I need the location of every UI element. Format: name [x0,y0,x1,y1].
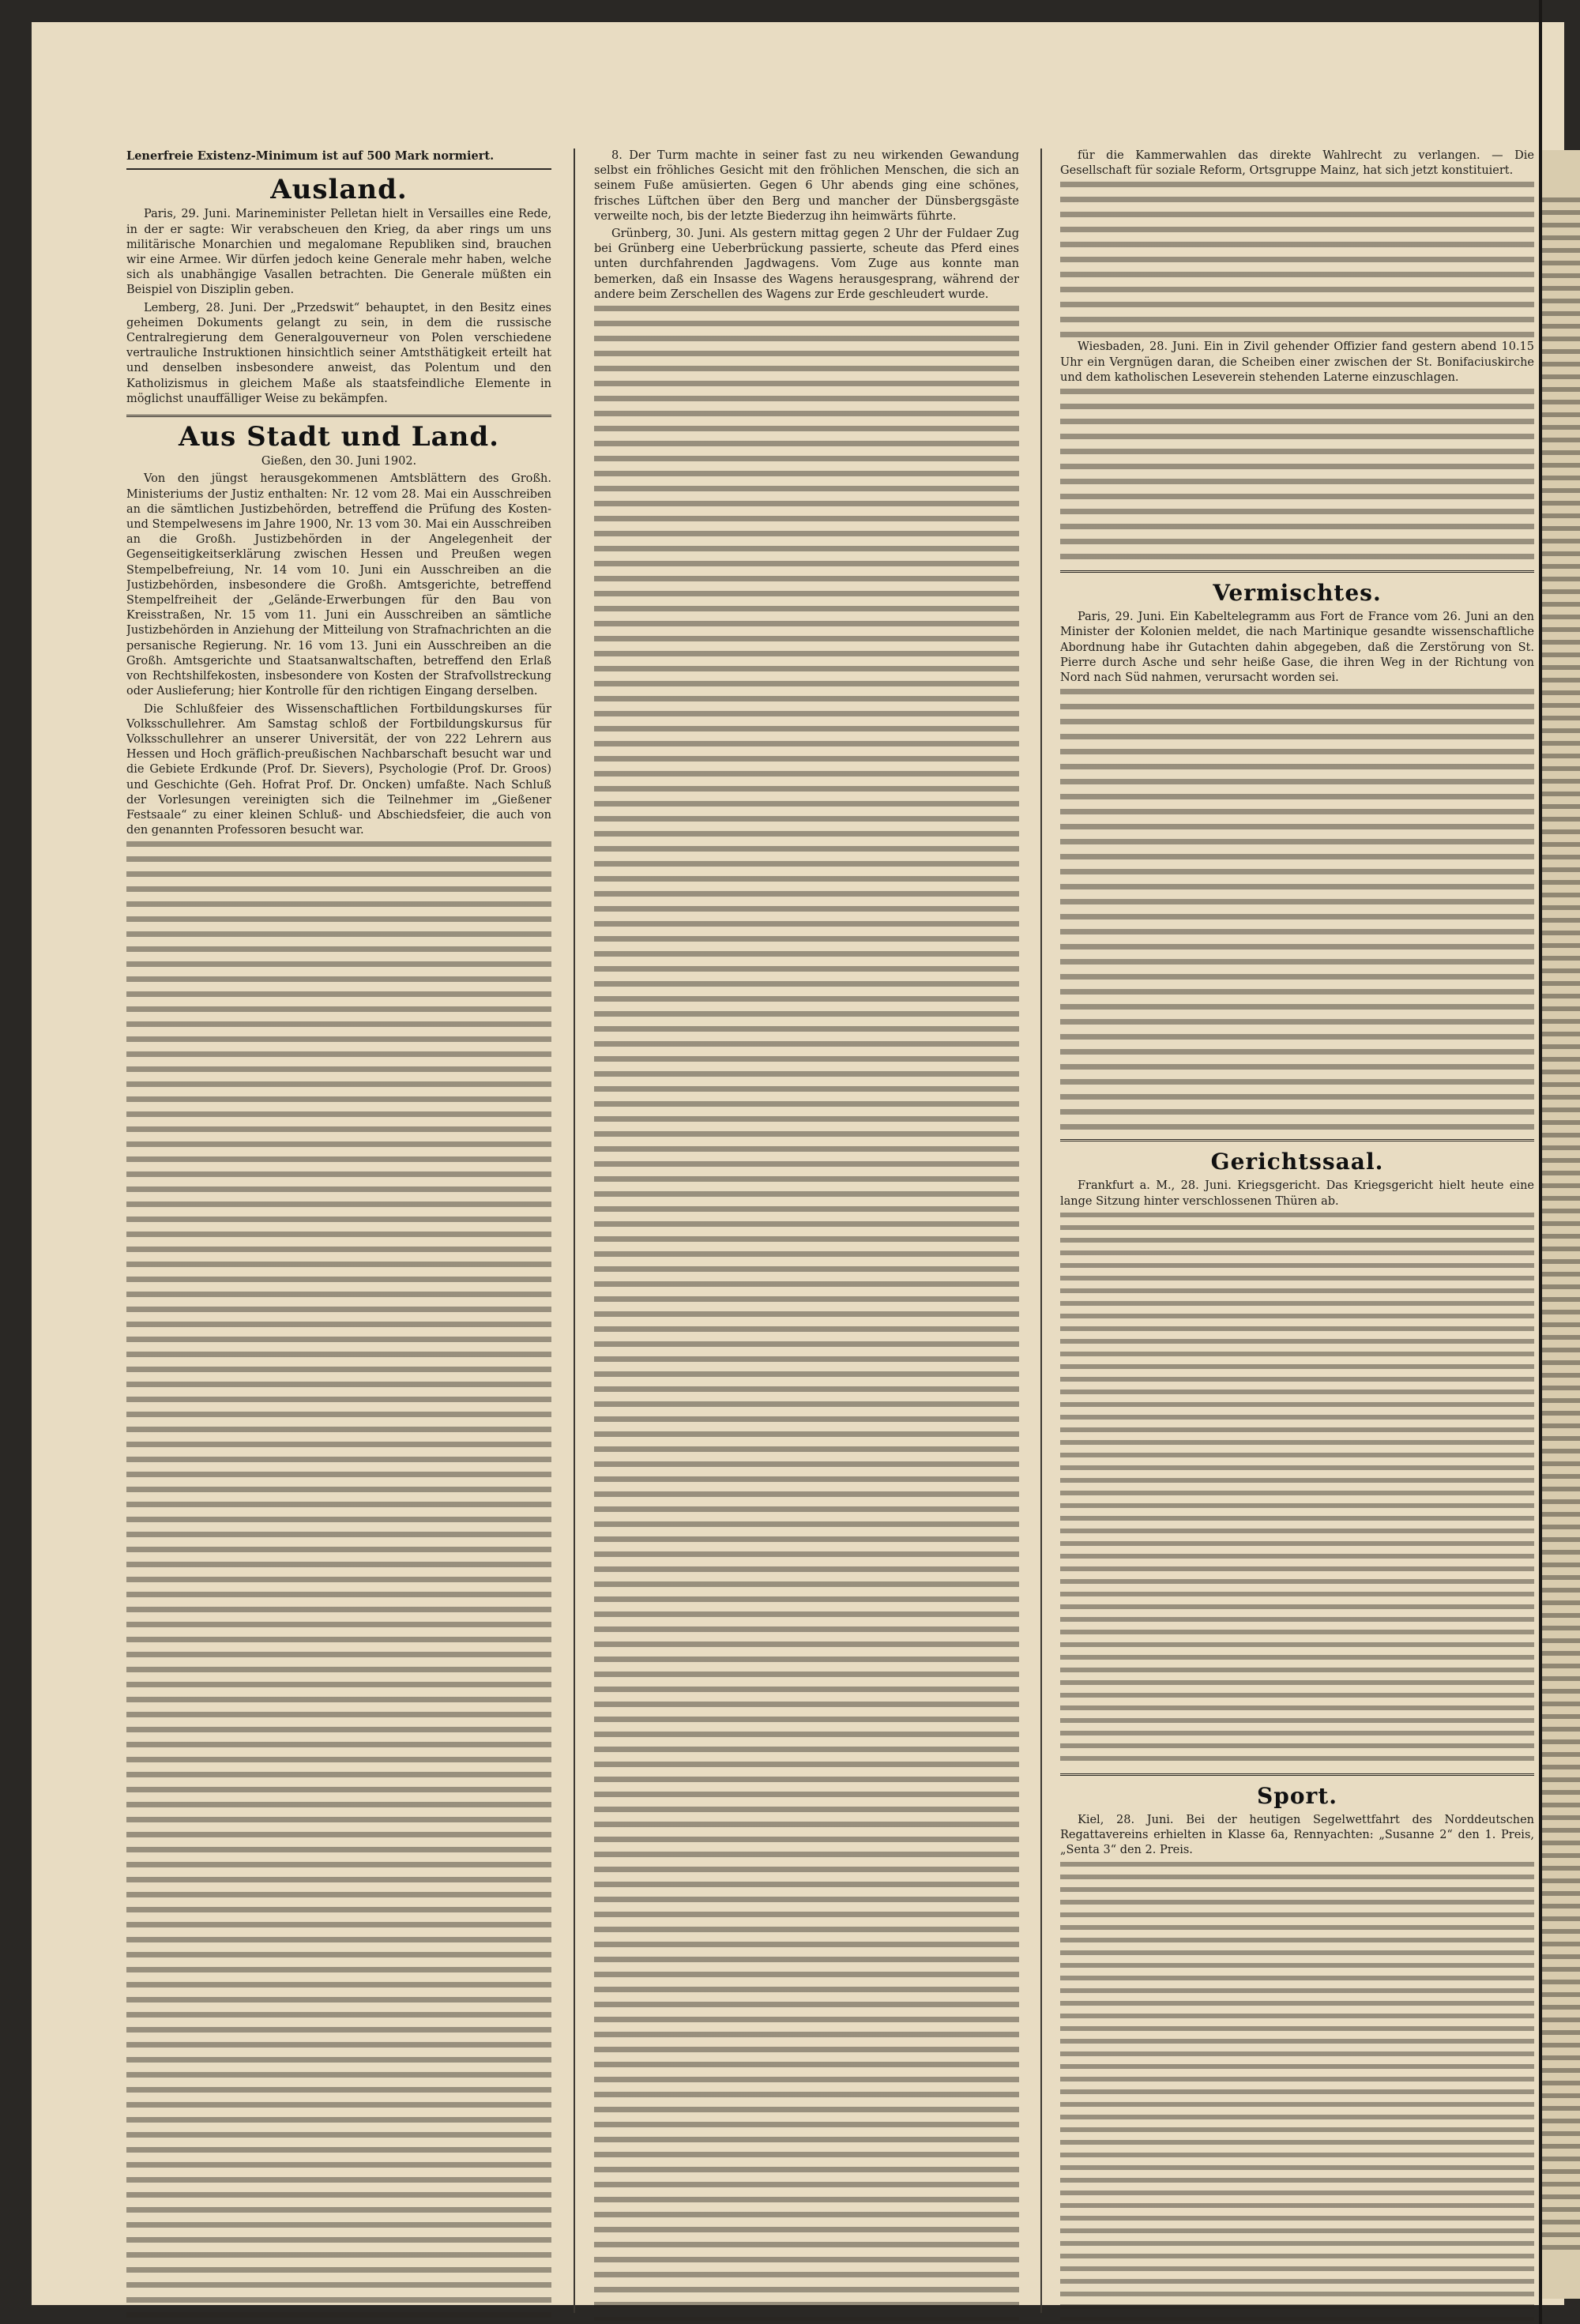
illegible-text-block [1060,182,1534,340]
column-1 [126,149,551,2321]
illegible-text-block [1060,389,1534,562]
heading-stadt-und-land: Aus Stadt und Land. [179,421,499,453]
column-3 [1060,149,1534,2321]
article-paragraph: Paris, 29. Juni. Marineminister Pelletan hielt in Versailles eine Rede, in der er sagte: Wir verabscheuen den Krieg, da aber rings um uns militärische Monarchien und megalomane Republiken sind, brauchen wir eine Armee. Wir dürfen jedoch keine Generale mehr haben, welche sich als unabhängige Vasallen betrachten. Die Generale müßten ein Beispiel von Disziplin geben. [126,208,551,297]
heading-sport: Sport. [1257,1782,1337,1809]
divider [1060,1139,1534,1141]
heading-vermischtes: Vermischtes. [1213,580,1382,607]
article-paragraph: Frankfurt a. M., 28. Juni. Kriegsgericht. Das Kriegsgericht hielt heute eine lange Sitzung hinter verschlossenen Thüren ab. [1060,1179,1534,1208]
divider [1060,1773,1534,1776]
article-paragraph: Kiel, 28. Juni. Bei der heutigen Segelwettfahrt des Norddeutschen Regattavereins erhielten in Klasse 6a, Rennyachten: „Susanne 2“ den 1. Preis, „Senta 3“ den 2. Preis. [1060,1814,1534,1857]
article-paragraph: Lemberg, 28. Juni. Der „Przedswit“ behauptet, in den Besitz eines geheimen Dokuments gelangt zu sein, in dem die russische Centralregierung dem Generalgouverneur von Polen verschiedene vertrauliche Instruktionen hinsichtlich seiner Amtsthätigkeit erteilt hat und denselben insbesondere anweist, das Polentum und den Katholizismus in gleichem Maße als staatsfeindliche Elemente in möglichst unauffälliger Weise zu bekämpfen. [126,301,551,405]
article-paragraph: Wiesbaden, 28. Juni. Ein in Zivil gehender Offizier fand gestern abend 10.15 Uhr ein Vergnügen daran, die Scheiben einer zwischen der St. Bonifaciuskirche und dem katholischen Leseverein stehenden Laterne einzuschlagen. [1060,340,1534,384]
heading-ausland: Ausland. [270,174,408,206]
article-paragraph: Paris, 29. Juni. Ein Kabeltelegramm aus Fort de France vom 26. Juni an den Minister der Kolonien meldet, die nach Martinique gesandte wissenschaftliche Abordnung habe ihr Gutachten dahin abgegeben, daß die Zerstörung von St. Pierre durch Asche und sehr heiße Gase, die ihren Weg in der Richtung von Nord nach Süd nahmen, verursacht worden sei. [1060,611,1534,685]
article-paragraph: Die Schlußfeier des Wissenschaftlichen Fortbildungskurses für Volksschullehrer. Am Samstag schloß der Fortbildungskursus für Volksschullehrer an unserer Universität, der von 222 Lehrern aus Hessen und Hoch gräflich-preußischen Nachbarschaft besucht war und die Gebiete Erdkunde (Prof. Dr. Sievers), Psychologie (Prof. Dr. Groos) und Geschichte (Geh. Hofrat Prof. Dr. Oncken) umfaßte. Nach Schluß der Vorlesungen vereinigten sich die Teilnehmer im „Gießener Festsaale“ zu einer kleinen Schluß- und Abschiedsfeier, die auch von den genannten Professoren besucht war. [126,702,551,837]
heading-gerichtssaal: Gerichtssaal. [1210,1149,1384,1175]
illegible-text-block [1060,689,1534,1131]
divider [126,168,551,170]
illegible-text-block [1060,1862,1534,2321]
divider [1060,570,1534,573]
adjacent-page-strip [1542,150,1580,2299]
dateline: Gießen, den 30. Juni 1902. [261,455,417,468]
illegible-text-block [126,841,551,2321]
column-2 [594,149,1019,2321]
illegible-text-block [594,306,1019,2321]
column-rule [1040,149,1042,2313]
top-notice: Lenerfreie Existenz-Minimum ist auf 500 Mark normiert. [126,149,495,163]
article-paragraph: Von den jüngst herausgekommenen Amtsblättern des Großh. Ministeriums der Justiz enthalten: Nr. 12 vom 28. Mai ein Ausschreiben an die sämtlichen Justizbehörden, betreffend die Prüfung des Kosten- und Stempelwesens im Jahre 1900, Nr. 13 vom 30. Mai ein Ausschreiben an die Großh. Justizbehörden in der Angelegenheit der Gegenseitigkeitserklärung zwischen Hessen und Preußen wegen Stempelbefreiung, Nr. 14 vom 10. Juni ein Ausschreiben an die Justizbehörden, insbesondere die Großh. Amtsgerichte, betreffend Stempelfreiheit der „Gelände-Erwerbungen für den Bau von Kreisstraßen, Nr. 15 vom 11. Juni ein Ausschreiben an sämtliche Justizbehörden in Anziehung der Mitteilung von Strafnachrichten an die persanische Regierung. Nr. 16 vom 13. Juni ein Ausschreiben an die Großh. Amtsgerichte und Staatsanwaltschaften, betreffend den Erlaß von Rechtshilfekosten, insbesondere von Kosten der Strafvollstreckung oder Auslieferung; hier Kontrolle für den richtigen Eingang derselben. [126,472,551,698]
illegible-text-block [1542,197,1580,2251]
article-paragraph: für die Kammerwahlen das direkte Wahlrecht zu verlangen. — Die Gesellschaft für soziale Reform, Ortsgruppe Mainz, hat sich jetzt konstituiert. [1060,149,1534,178]
illegible-text-block [1060,1213,1534,1766]
newspaper-page [32,22,1564,2305]
article-paragraph: 8. Der Turm machte in seiner fast zu neu wirkenden Gewandung selbst ein fröhliches Gesicht mit den fröhlichen Menschen, die sich an seinem Fuße amüsierten. Gegen 6 Uhr abends ging eine schönes, frisches Lüftchen über den Berg und mancher der Dünsbergsgäste verweilte noch, bis der letzte Biederzug ihn heimwärts führte. [594,149,1019,223]
article-paragraph: Grünberg, 30. Juni. Als gestern mittag gegen 2 Uhr der Fuldaer Zug bei Grünberg eine Ueberbrückung passierte, scheute das Pferd eines unten durchfahrenden Jagdwagens. Vom Zuge aus konnte man bemerken, daß ein Insasse des Wagens herausgesprang, während der andere beim Zerschellen des Wagens zur Erde geschleudert wurde. [594,228,1019,301]
divider [126,415,551,417]
column-rule [574,149,575,2313]
